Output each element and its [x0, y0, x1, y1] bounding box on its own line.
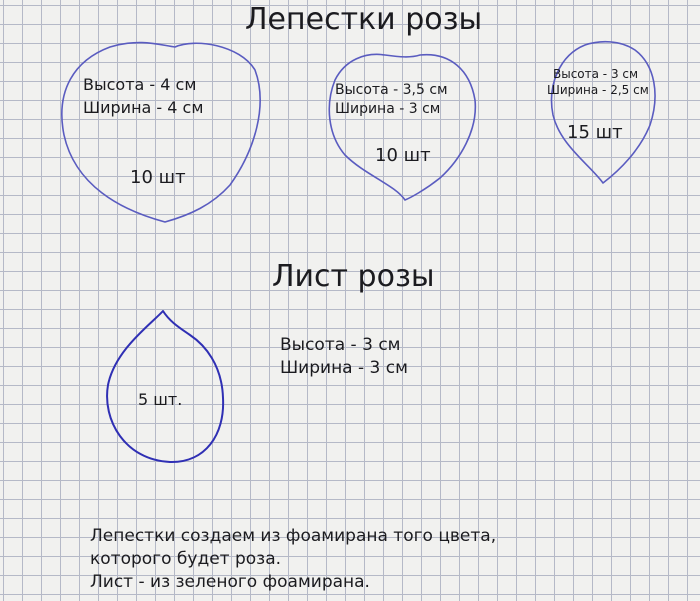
petals-title: Лепестки розы	[245, 2, 483, 37]
leaf-width: Ширина - 3 см	[280, 358, 408, 378]
note-line-2: которого будет роза.	[90, 549, 282, 569]
small-petal-outline	[552, 42, 655, 183]
medium-petal-height: Высота - 3,5 см	[335, 82, 448, 98]
small-petal-height: Высота - 3 см	[553, 67, 639, 81]
medium-petal-count: 10 шт	[375, 145, 431, 166]
leaf-height: Высота - 3 см	[280, 335, 401, 355]
large-petal-height: Высота - 4 см	[83, 75, 197, 94]
note-line-1: Лепестки создаем из фоамирана того цвета,	[90, 526, 497, 546]
large-petal-count: 10 шт	[130, 167, 186, 188]
large-petal-outline	[62, 43, 260, 222]
small-petal-width: Ширина - 2,5 см	[547, 83, 649, 97]
leaf-outline	[107, 311, 223, 462]
medium-petal-width: Ширина - 3 см	[335, 101, 441, 117]
small-petal-count: 15 шт	[567, 122, 623, 143]
note-line-3: Лист - из зеленого фоамирана.	[90, 572, 370, 592]
medium-petal-outline	[329, 54, 475, 200]
leaf-count: 5 шт.	[138, 390, 183, 409]
leaf-title: Лист розы	[272, 259, 435, 294]
large-petal-width: Ширина - 4 см	[83, 98, 204, 117]
